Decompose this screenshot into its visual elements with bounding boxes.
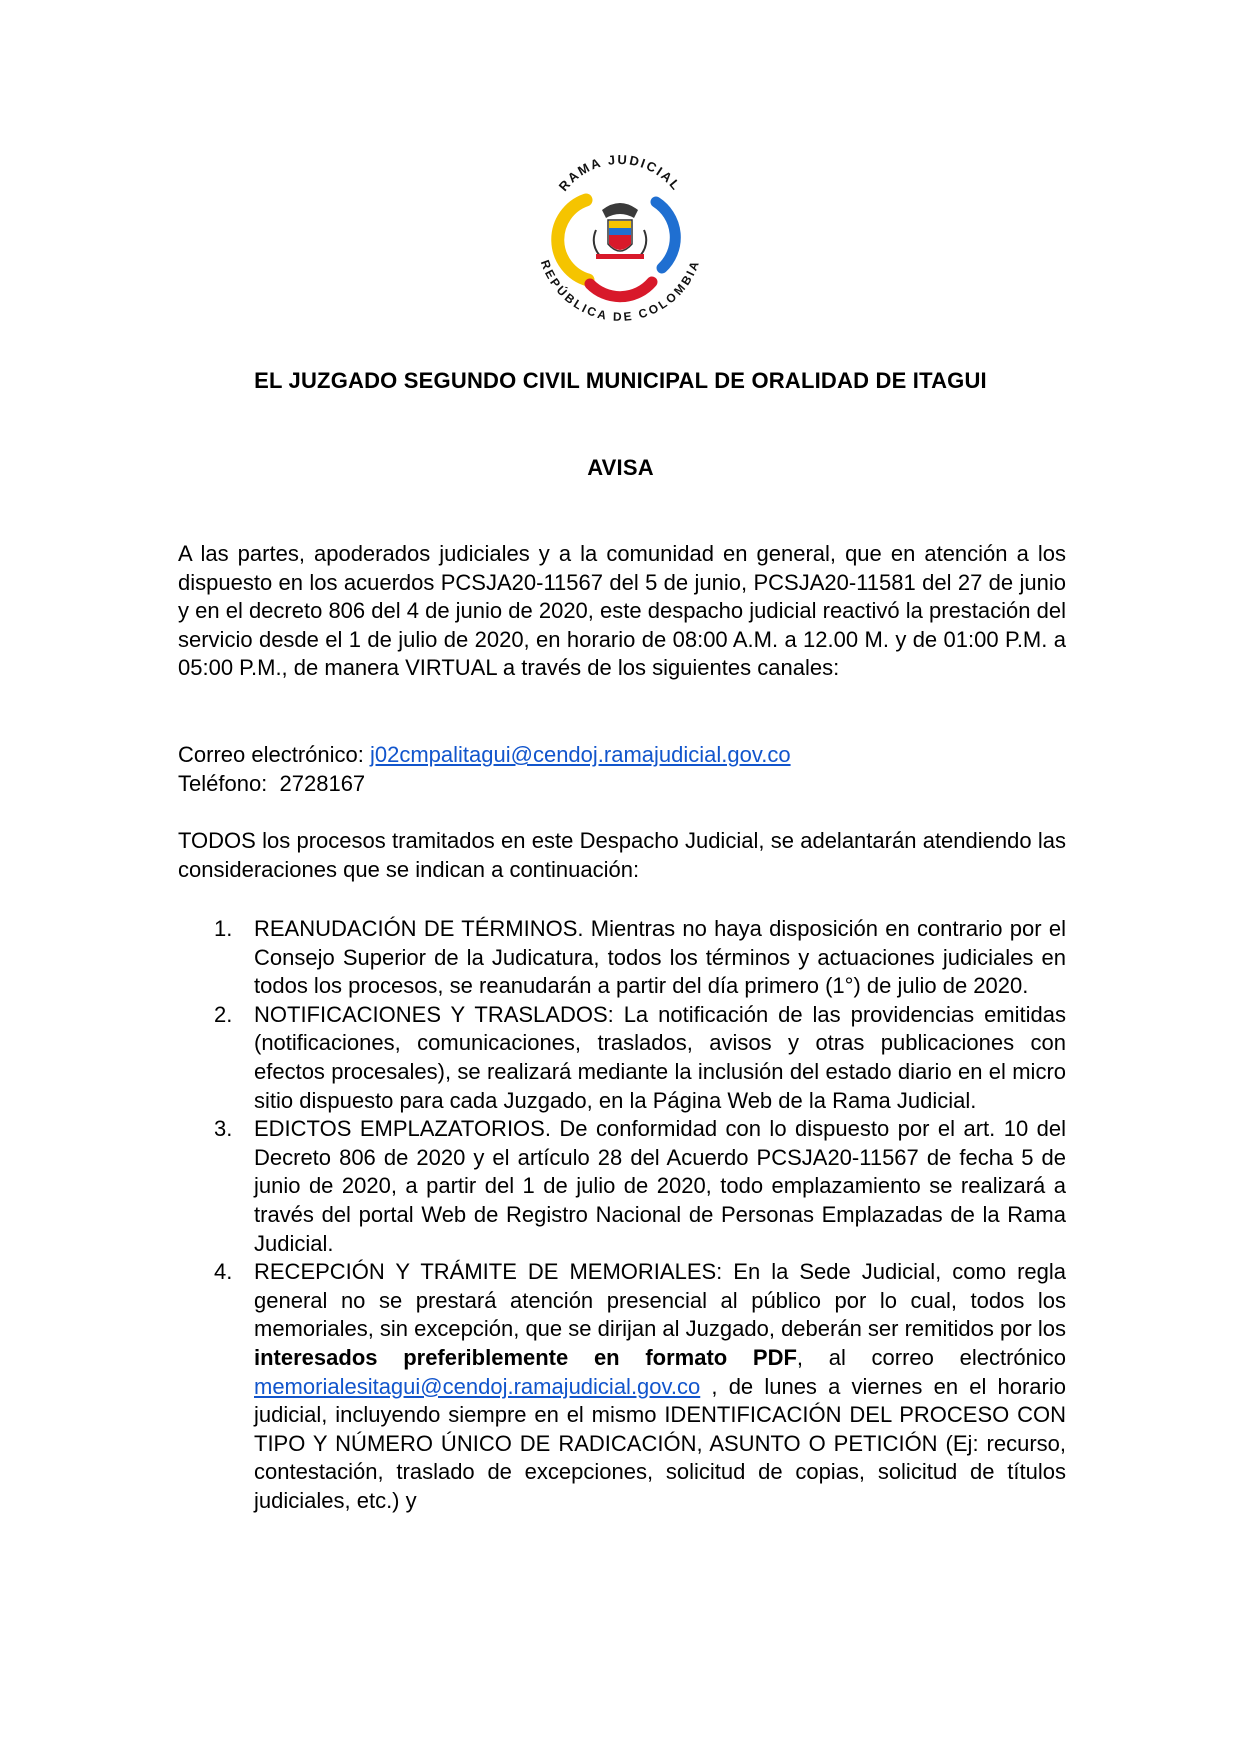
list-item-number: 1. bbox=[214, 916, 233, 941]
list-item-text: REANUDACIÓN DE TÉRMINOS. Mientras no haya disposición en contrario por el Consejo Superior de la Judicatura, todos los términos y actuaciones judiciales en todos los procesos, se reanudarán a partir del día primero (1°) de julio de 2020. bbox=[254, 916, 1066, 999]
phone-label: Teléfono: bbox=[178, 770, 280, 796]
list-item bbox=[178, 1001, 1066, 1115]
list-item-text-mid: , al correo electrónico bbox=[796, 1344, 1066, 1370]
list-item-text-start: RECEPCIÓN Y TRÁMITE DE MEMORIALES: En la Sede Judicial, como regla general no se prestará atención presencial al público por lo cual, todos los memoriales, sin excepción, que se dirijan al Juzgado, deberán ser remitidos por los bbox=[254, 1259, 1066, 1342]
list-item-bold-text: interesados preferiblemente en formato PDF bbox=[254, 1344, 797, 1370]
todos-paragraph: TODOS los procesos tramitados en este Despacho Judicial, se adelantarán atendiendo las consideraciones que se indican a continuación: bbox=[178, 828, 1066, 882]
seal-yellow-arc bbox=[558, 200, 588, 280]
intro-paragraph: A las partes, apoderados judiciales y a la comunidad en general, que en atención a los dispuesto en los acuerdos PCSJA20-11567 del 5 de junio, PCSJA20-11581 del 27 de junio y en el decreto 806 del 4 de junio de 2020, este despacho judicial reactivó la prestación del servicio desde el 1 de julio de 2020, en horario de 08:00 A.M. a 12.00 M. y de 01:00 P.M. a 05:00 P.M., de manera VIRTUAL a través de los siguientes canales: bbox=[178, 541, 1066, 681]
list-item bbox=[178, 1115, 1066, 1258]
court-email-link[interactable]: j02cmpalitagui@cendoj.ramajudicial.gov.co bbox=[369, 742, 791, 767]
court-title: EL JUZGADO SEGUNDO CIVIL MUNICIPAL DE ORALIDAD DE ITAGUI bbox=[254, 368, 987, 393]
svg-text:RAMA JUDICIAL bbox=[556, 152, 685, 194]
phone-line bbox=[178, 770, 1066, 799]
email-label: Correo electrónico: bbox=[178, 742, 370, 767]
list-item-text: EDICTOS EMPLAZATORIOS. De conformidad con lo dispuesto por el art. 10 del Decreto 806 de 2020 y el artículo 28 del Acuerdo PCSJA20-11567 de fecha 5 de junio de 2020, a partir del 1 de julio de 2020, todo emplazamiento se realizará a través del portal Web de Registro Nacional de Personas Emplazadas de la Rama Judicial. bbox=[254, 1116, 1066, 1256]
coat-of-arms-icon bbox=[594, 203, 647, 259]
email-line bbox=[178, 741, 1066, 770]
list-item-number: 2. bbox=[214, 1001, 233, 1027]
list-item bbox=[178, 1258, 1066, 1515]
list-item bbox=[178, 915, 1066, 1001]
seal-bottom-text: REPÚBLICA DE COLOMBIA bbox=[537, 258, 703, 324]
seal-top-text: RAMA JUDICIAL bbox=[555, 151, 685, 194]
considerations-list bbox=[178, 915, 1066, 1515]
list-item-number: 3. bbox=[214, 1116, 233, 1142]
list-item-number: 4. bbox=[214, 1259, 233, 1285]
phone-number: 2728167 bbox=[279, 770, 366, 796]
list-item-text: NOTIFICACIONES Y TRASLADOS: La notificación de las providencias emitidas (notificaciones, comunicaciones, traslados, avisos y otras publicaciones con efectos procesales), se realizará mediante la inclusión del estado diario en el micro sitio dispuesto para cada Juzgado, en la Página Web de la Rama Judicial. bbox=[254, 1001, 1066, 1113]
rama-judicial-seal bbox=[530, 140, 710, 340]
contact-block bbox=[178, 741, 1066, 798]
seal-blue-arc bbox=[656, 202, 675, 268]
list-item-text-end: , de lunes a viernes en el horario judicial, incluyendo siempre en el mismo IDENTIFICACIÓN DEL PROCESO CON TIPO Y NÚMERO ÚNICO DE RADICACIÓN, ASUNTO O PETICIÓN (Ej: recurso, contestación, traslado de excepciones, solicitud de copias, solicitud de títulos judiciales, etc.) y bbox=[254, 1373, 1066, 1513]
seal-red-arc bbox=[590, 282, 652, 297]
memoriales-email-link[interactable]: memorialesitagui@cendoj.ramajudicial.gov.co bbox=[254, 1373, 701, 1399]
notice-title: AVISA bbox=[587, 455, 654, 480]
